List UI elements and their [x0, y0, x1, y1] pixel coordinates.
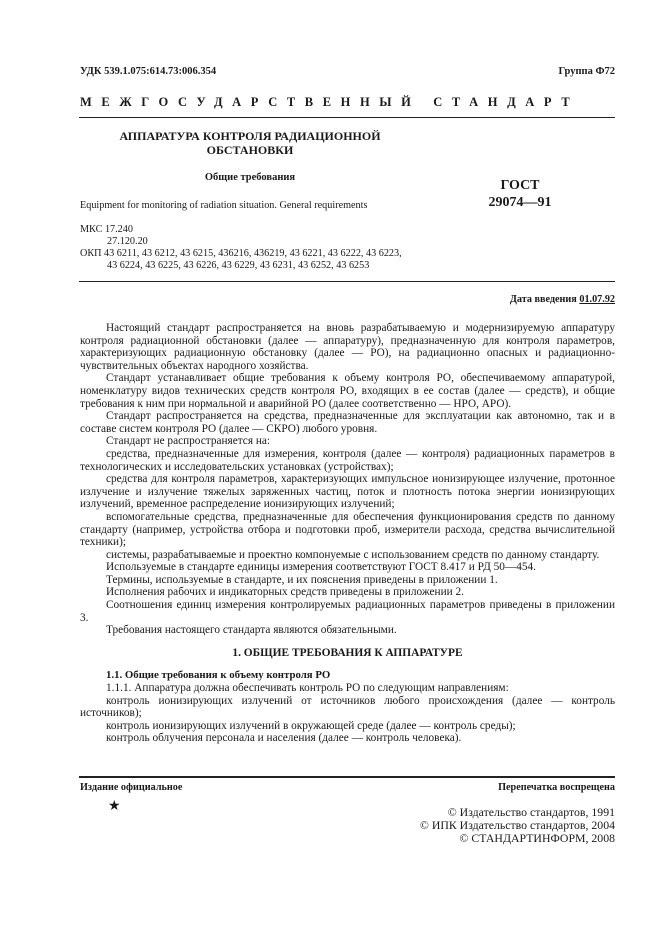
udk-code: УДК 539.1.075:614.73:006.354	[80, 66, 217, 77]
copyright-line-2: © ИПК Издательство стандартов, 2004	[419, 818, 615, 832]
okp-codes-1: ОКП 43 6211, 43 6212, 43 6215, 436216, 436219, 43 6221, 43 6222, 43 6223,	[80, 248, 402, 259]
intro-date-value: 01.07.92	[579, 294, 615, 305]
official-edition-label: Издание официальное	[80, 782, 183, 793]
paragraph: контроль ионизирующих излучений в окружающей среде (далее — контроль среды);	[106, 719, 516, 732]
title-line-2: ОБСТАНОВКИ	[206, 143, 294, 157]
standard-type-heading: МЕЖГОСУДАРСТВЕННЫЙ СТАНДАРТ	[80, 95, 580, 109]
paragraph: Стандарт устанавливает общие требования к объему контроля РО, обеспечиваемому аппаратурой, номенклатуру видов технических средств контроля РО, входящих в ее состав (далее — средств), и общие требования к ним при нормальной и аварийной РО (далее соответственно — НРО, АРО).	[80, 372, 615, 410]
paragraph: Исполнения рабочих и индикаторных средств приведены в приложении 2.	[106, 586, 464, 599]
paragraph: системы, разрабатываемые и проектно компонуемые с использованием средств по данному стандарту.	[106, 548, 600, 561]
copyright-block	[420, 806, 615, 845]
introduction-date	[510, 294, 615, 305]
paragraph: средства для контроля параметров, характеризующих импульсное ионизирующее излучение, протонное излучение и излучение тяжелых заряженных частиц, поток и плотность потока энергии ионизирующих излучений, временное распределение ионизирующих излучений;	[80, 473, 615, 511]
paragraph: Стандарт не распространяется на:	[106, 435, 271, 448]
title-line-1: АППАРАТУРА КОНТРОЛЯ РАДИАЦИОННОЙ	[119, 129, 381, 143]
reprint-prohibited-label: Перепечатка воспрещена	[498, 782, 615, 793]
document-title	[100, 129, 400, 157]
intro-date-label: Дата введения	[509, 294, 577, 305]
mks-code-2: 27.120.20	[107, 236, 148, 247]
classification-codes	[80, 224, 402, 272]
copyright-line-1: © Издательство стандартов, 1991	[447, 805, 615, 819]
paragraph: средства, предназначенные для измерения, контроля (далее — контроля) радиационных параметров в технологических и исследовательских установках (устройствах);	[80, 447, 615, 473]
document-body	[80, 322, 615, 745]
document-subtitle: Общие требования	[204, 172, 296, 183]
subsection-heading: 1.1. Общие требования к объему контроля РО	[106, 669, 331, 682]
paragraph: Стандарт распространяется на средства, предназначенные для эксплуатации как автономно, так и в составе систем контроля РО (далее — СКРО) любого уровня.	[80, 410, 615, 435]
paragraph: Требования настоящего стандарта являются обязательными.	[106, 624, 397, 637]
codes-divider	[79, 281, 615, 282]
header-divider	[79, 117, 615, 118]
gost-label: ГОСТ	[500, 178, 540, 193]
gost-number: 29074—91	[488, 195, 552, 210]
section-heading: 1. ОБЩИЕ ТРЕБОВАНИЯ К АППАРАТУРЕ	[232, 646, 463, 659]
okp-codes-2: 43 6224, 43 6225, 43 6226, 43 6229, 43 6231, 43 6252, 43 6253	[107, 260, 370, 271]
paragraph: Используемые в стандарте единицы измерения соответствуют ГОСТ 8.417 и РД 50—454.	[106, 561, 536, 574]
paragraph: Настоящий стандарт распространяется на вновь разрабатываемую и модернизируемую аппаратуру контроля радиационной обстановки (далее — аппаратуру), предназначенную для контроля параметров, характеризующих радиационную обстановку (далее — РО), на радиационно опасных и радиационно-чувствительных объектах народного хозяйства.	[80, 322, 615, 372]
gost-designation	[470, 177, 570, 211]
paragraph: вспомогательные средства, предназначенные для обеспечения функционирования средств по данному стандарту (например, устройства отбора и подготовки проб, измерители расхода, средства вычислительной техники);	[80, 510, 615, 549]
english-title: Equipment for monitoring of radiation situation. General requirements	[80, 200, 368, 211]
paragraph: контроль облучения персонала и населения (далее — контроль человека).	[106, 732, 462, 745]
paragraph: контроль ионизирующих излучений от источников любого происхождения (далее — контроль источников);	[80, 694, 615, 720]
star-icon: ★	[108, 799, 121, 814]
copyright-line-3: © СТАНДАРТИНФОРМ, 2008	[459, 831, 615, 845]
mks-code-1: МКС 17.240	[80, 224, 133, 235]
group-code: Группа Ф72	[558, 66, 615, 77]
paragraph: 1.1.1. Аппаратура должна обеспечивать контроль РО по следующим направлениям:	[106, 682, 509, 695]
paragraph: Соотношения единиц измерения контролируемых радиационных параметров приведены в приложении 3.	[80, 599, 615, 624]
footer-divider	[79, 776, 615, 778]
paragraph: Термины, используемые в стандарте, и их пояснения приведены в приложении 1.	[106, 573, 498, 586]
